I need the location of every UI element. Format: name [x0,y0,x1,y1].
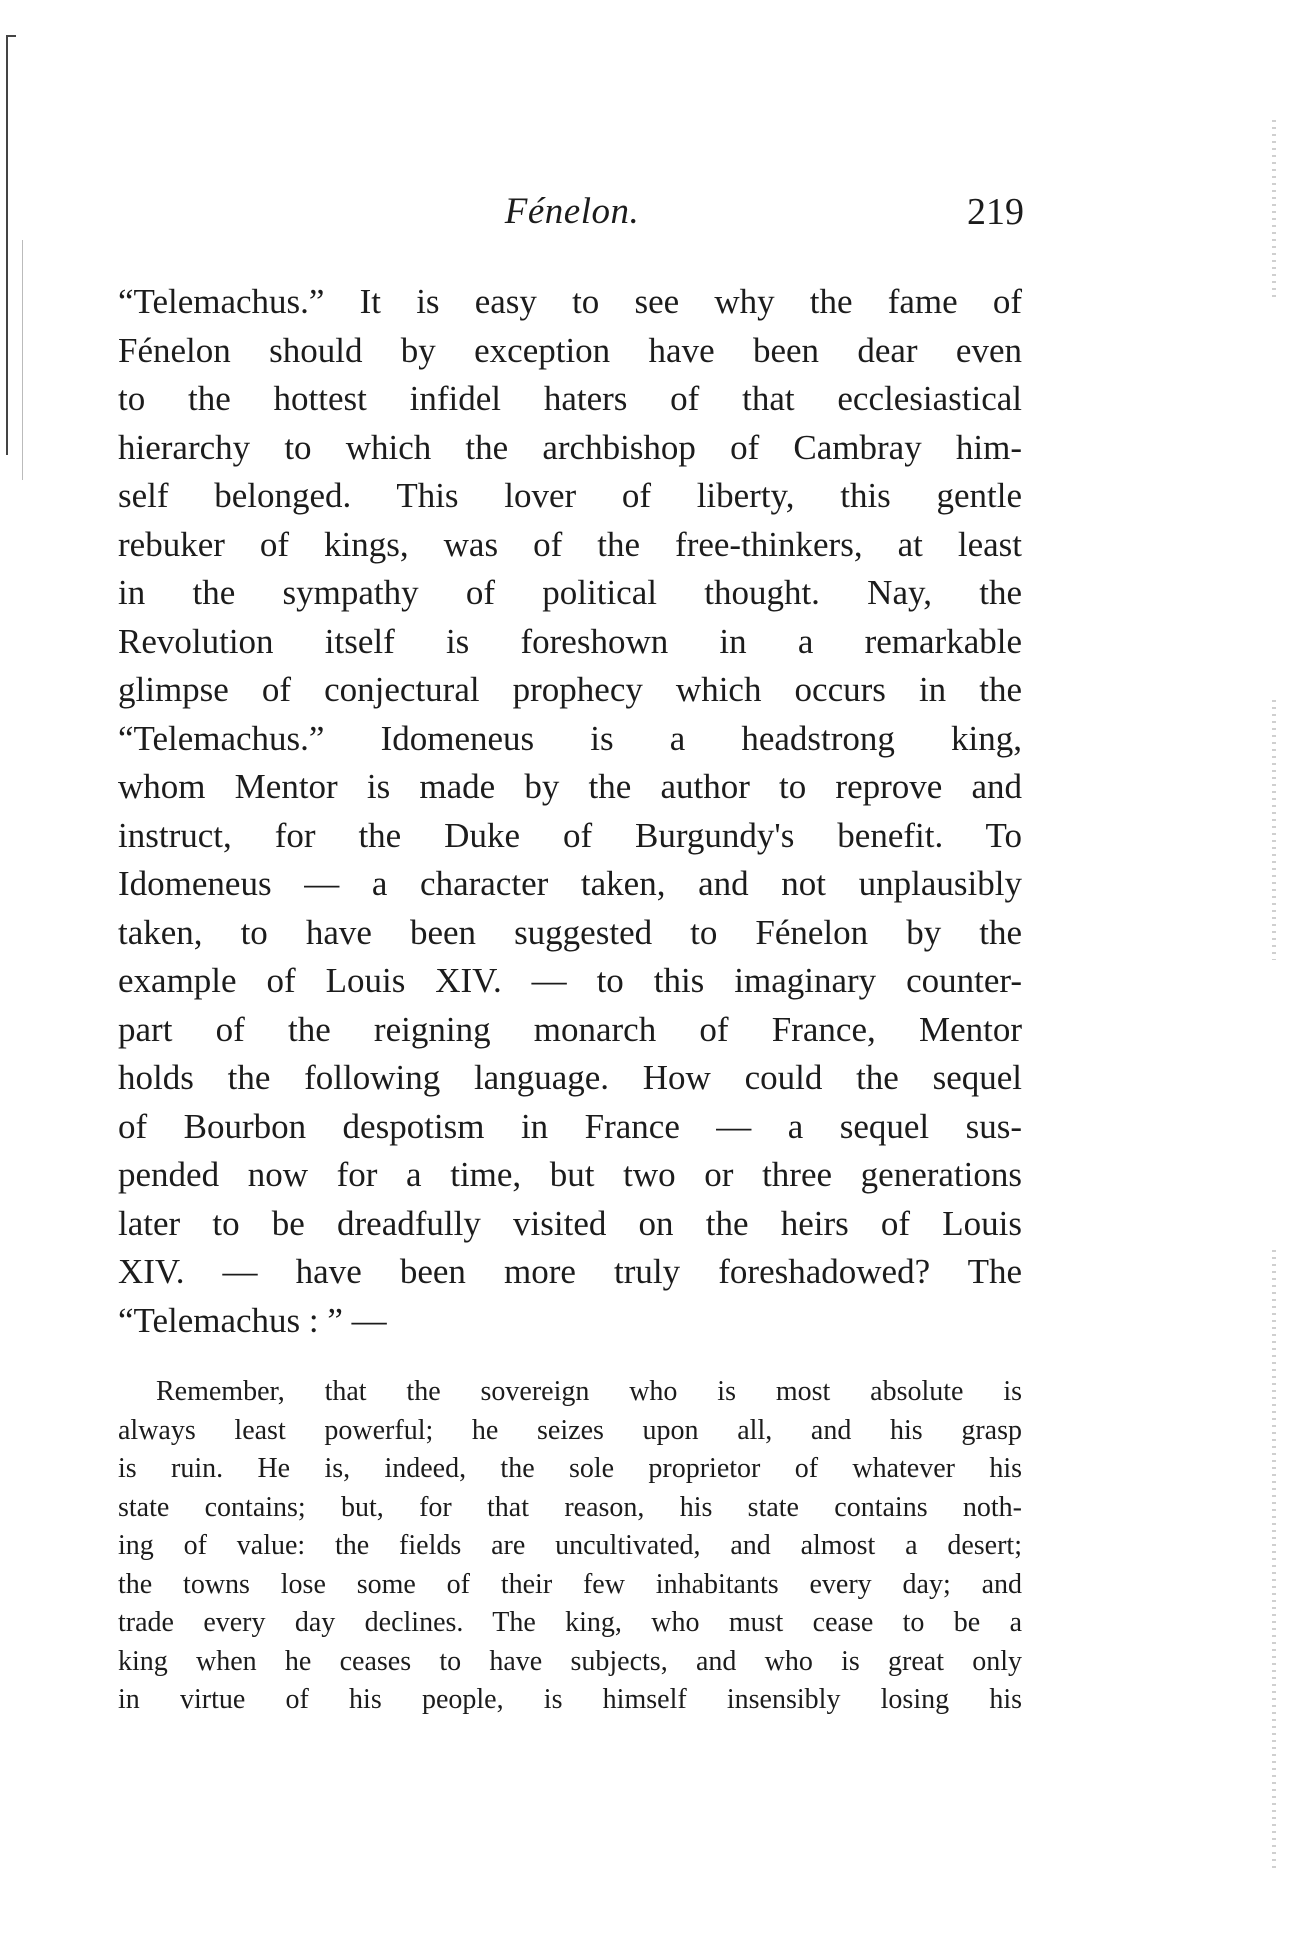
margin-rule-tick [6,35,16,37]
scan-artifact-right-top [1272,120,1276,300]
body-line: Fénelon should by exception have been dear even [118,330,1022,370]
quote-line: is ruin. He is, indeed, the sole proprietor of whatever his [118,1453,1022,1484]
body-line: later to be dreadfully visited on the heirs of Louis [118,1203,1022,1243]
body-line: Idomeneus — a character taken, and not unplausibly [118,864,1022,903]
scan-artifact-right-mid [1272,700,1276,960]
body-line: example of Louis XIV. — to this imaginary counter- [118,961,1022,1000]
body-line: pended now for a time, but two or three generations [118,1155,1022,1194]
body-line: glimpse of conjectural prophecy which occurs in the [118,670,1022,709]
body-line: holds the following language. How could the sequel [118,1058,1022,1097]
quote-line: state contains; but, for that reason, his state contains noth- [118,1491,1022,1523]
block-quote [118,1373,1022,1720]
page-number: 219 [967,191,1024,233]
body-line: in the sympathy of political thought. Nay, the [118,573,1022,612]
scan-artifact-left [22,240,23,480]
body-line: of Bourbon despotism in France — a sequel sus- [118,1106,1022,1146]
quote-line: ing of value: the fields are uncultivated, and almost a desert; [118,1530,1022,1561]
body-text [118,278,1022,1345]
body-line: rebuker of kings, was of the free-thinkers, at least [118,524,1022,564]
quote-line: the towns lose some of their few inhabitants every day; and [118,1568,1022,1600]
quote-line: king when he ceases to have subjects, and who is great only [118,1645,1022,1677]
body-line: Revolution itself is foreshown in a remarkable [118,621,1022,661]
quote-line: in virtue of his people, is himself insensibly losing his [118,1684,1022,1715]
quote-line: always least powerful; he seizes upon all, and his grasp [118,1414,1022,1446]
body-line: “Telemachus : ” — [118,1300,387,1340]
body-line: to the hottest infidel haters of that ecclesiastical [118,379,1022,418]
body-line: “Telemachus.” It is easy to see why the fame of [118,282,1022,321]
scan-artifact-right-bottom [1272,1250,1276,1870]
quote-line: Remember, that the sovereign who is most absolute is [156,1376,1022,1407]
body-line: whom Mentor is made by the author to reprove and [118,767,1022,806]
body-line: XIV. — have been more truly foreshadowed? The [118,1252,1022,1291]
body-line: self belonged. This lover of liberty, this gentle [118,476,1022,515]
body-line: instruct, for the Duke of Burgundy's benefit. To [118,815,1022,855]
page-title: Fénelon. [504,191,640,232]
body-line: taken, to have been suggested to Fénelon by the [118,912,1022,952]
running-header [106,188,1038,236]
body-line: hierarchy to which the archbishop of Cambray him- [118,427,1022,467]
quote-line: trade every day declines. The king, who must cease to be a [118,1607,1022,1638]
margin-rule [6,35,8,455]
body-line: part of the reigning monarch of France, Mentor [118,1009,1022,1049]
body-line: “Telemachus.” Idomeneus is a headstrong king, [118,718,1022,758]
